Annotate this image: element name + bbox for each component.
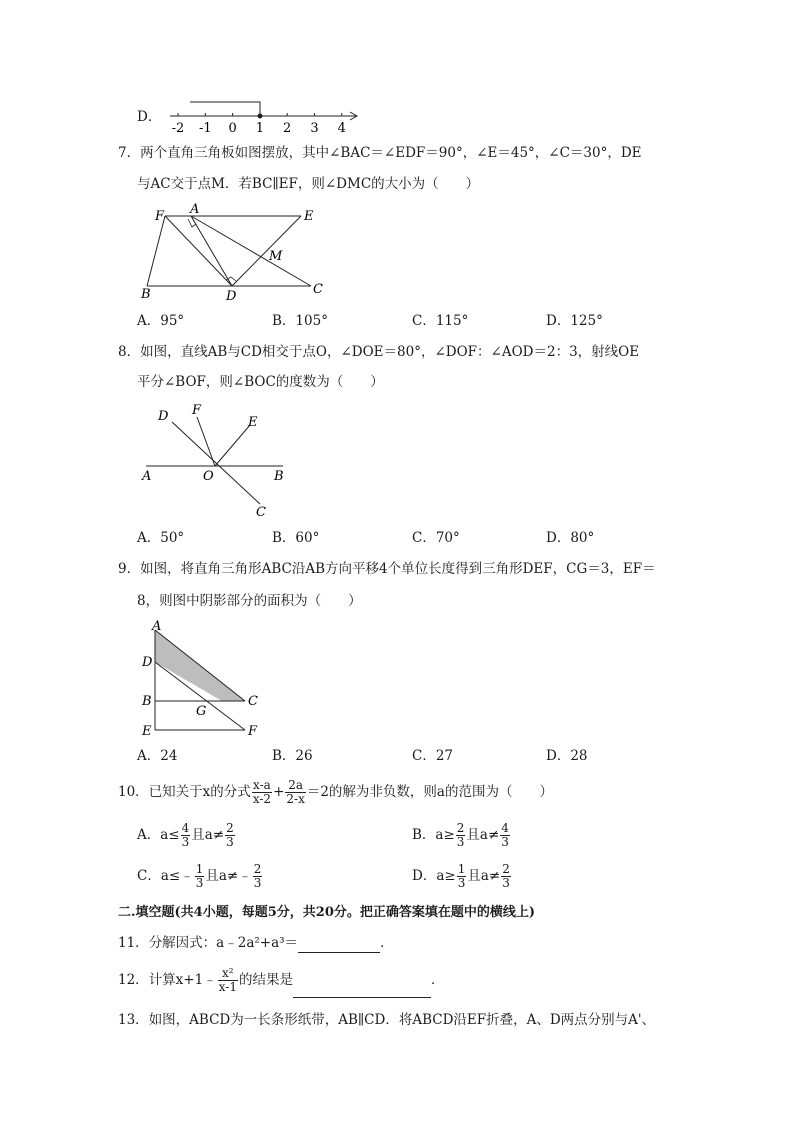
q10-option-b[interactable]: B．a≥ $\frac{2}{3}$ 且a≠ $\frac{4}{3}$ (412, 821, 509, 849)
q9-label-b: B (142, 694, 152, 709)
q9-option-b[interactable]: B．26 (272, 748, 313, 764)
q9-figure (138, 616, 268, 741)
q8-label-e: E (248, 415, 258, 430)
q8-text-line1: 如图，直线AB与CD相交于点O，∠DOE＝80°，∠DOF：∠AOD＝2：3，射线OE (140, 344, 640, 360)
q7-number: 7． (118, 145, 141, 161)
q7-option-c[interactable]: C．115° (412, 313, 469, 329)
q9-option-d[interactable]: D．28 (546, 748, 588, 764)
q7-figure (135, 200, 335, 305)
q6-tick-label: -1 (198, 121, 212, 136)
q12-fraction: $\frac{\text{x²}}{x-1}$ (218, 966, 237, 994)
q6-number-line (160, 96, 370, 138)
q12-text-post: 的结果是 (238, 972, 293, 988)
q6-tick-label: 2 (283, 121, 292, 136)
q8-label-c: C (256, 505, 266, 520)
q6-tick-label: 0 (228, 121, 237, 136)
q11-answer-blank[interactable] (298, 938, 380, 953)
q9-label-d: D (142, 655, 153, 670)
q8-option-d[interactable]: D．80° (546, 530, 595, 546)
q10-number: 10． (118, 784, 149, 800)
q8-number: 8． (118, 344, 141, 360)
q8-label-d: D (158, 409, 169, 424)
q7-label-m: M (269, 249, 283, 264)
section-2-title: 二.填空题(共4小题，每题5分，共20分。把正确答案填在题中的横线上) (118, 905, 536, 920)
q9-label-g: G (196, 704, 207, 719)
q9-label-a: A (152, 619, 162, 634)
q11-number: 11． (118, 935, 149, 951)
q8-option-a[interactable]: A．50° (137, 530, 185, 546)
q9-label-f: F (248, 724, 258, 739)
q10-text-post: ＝2的解为非负数，则a的范围为（ ） (306, 784, 553, 800)
q8-option-c[interactable]: C．70° (412, 530, 460, 546)
q8-label-f: F (192, 403, 202, 418)
q8-figure (138, 400, 298, 520)
q12-number: 12． (118, 972, 149, 988)
q10-option-a[interactable]: A．a≤ $\frac{4}{3}$ 且a≠ $\frac{2}{3}$ (137, 821, 234, 849)
q8-label-b: B (274, 469, 284, 484)
q7-text-line1: 两个直角三角板如图摆放，其中∠BAC＝∠EDF＝90°，∠E＝45°，∠C＝30°，DE (140, 145, 642, 161)
q10-option-d[interactable]: D．a≥ $\frac{1}{3}$ 且a≠ $\frac{2}{3}$ (412, 862, 510, 890)
q8-label-o: O (203, 469, 214, 484)
q10-option-c[interactable]: C．a≤﹣ $\frac{1}{3}$ 且a≠﹣ $\frac{2}{3}$ (137, 862, 262, 890)
q9-label-c: C (248, 694, 258, 709)
q8-label-a: A (142, 469, 152, 484)
q12-answer-blank[interactable] (293, 983, 431, 998)
q7-option-b[interactable]: B．105° (272, 313, 328, 329)
q6-tick-label: 3 (310, 121, 319, 136)
q9-text-line1: 如图，将直角三角形ABC沿AB方向平移4个单位长度得到三角形DEF，CG＝3，EF＝ (140, 561, 656, 577)
q8-option-b[interactable]: B．60° (272, 530, 320, 546)
q7-label-a: A (190, 202, 200, 217)
q7-option-d[interactable]: D．125° (546, 313, 603, 329)
q6-range-bracket (190, 102, 260, 116)
q7-label-b: B (141, 287, 151, 302)
q9-label-e: E (142, 724, 152, 739)
q9-option-c[interactable]: C．27 (412, 748, 454, 764)
q10-fraction-2: $\frac{2a}{2-x}$ (286, 778, 305, 806)
q11-text: 分解因式：a﹣2a²+a³＝ (148, 935, 299, 951)
q7-label-c: C (313, 282, 323, 297)
q12-text-pre: 计算x+1﹣ (148, 972, 217, 988)
q7-label-d: D (226, 289, 237, 304)
q7-text-line2: 与AC交于点M．若BC∥EF，则∠DMC的大小为（ ） (137, 176, 480, 192)
q7-label-f: F (155, 209, 165, 224)
q10-text-pre: 已知关于x的分式 (148, 784, 251, 800)
q7-label-e: E (304, 209, 314, 224)
q10-fraction-1: $\frac{x-a}{x-2}$ (252, 778, 272, 806)
q6-tick-label: 1 (255, 121, 265, 136)
q6-tick-label: -2 (171, 121, 185, 136)
q13-text: 如图，ABCD为一长条形纸带，AB∥CD．将ABCD沿EF折叠，A、D两点分别与A'、 (148, 1012, 656, 1028)
q13-number: 13． (118, 1012, 149, 1028)
q9-option-a[interactable]: A．24 (137, 748, 178, 764)
q8-text-line2: 平分∠BOF，则∠BOC的度数为（ ） (137, 374, 384, 390)
q6-tick-label: 4 (337, 121, 346, 136)
q6-option-d-label: D． (137, 109, 162, 125)
q7-option-a[interactable]: A．95° (137, 313, 185, 329)
q9-text-line2: 8，则图中阴影部分的面积为（ ） (137, 593, 362, 609)
q9-number: 9． (118, 561, 141, 577)
